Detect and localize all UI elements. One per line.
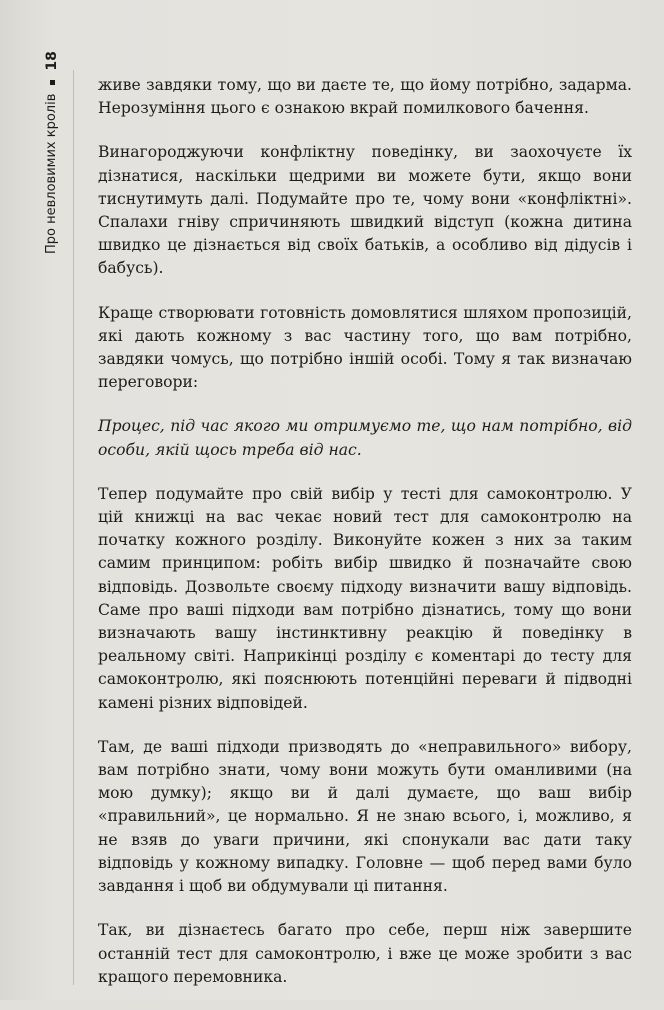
paragraph: Там, де ваші підходи призводять до «неправильного» вибору, вам потрібно знати, чому вони можуть бути оманливими (на мою думку); якщо ви й далі думаєте, що ваш вибір «правильний», це нормально. Я не знаю всього, і, можливо, я не взяв до уваги причини, які спонукали вас дати таку відповідь у кожному випадку. Головне — щоб перед вами було завдання і щоб ви обдумували ці питання. [98, 737, 632, 896]
separator-square-icon [50, 80, 55, 85]
running-head-title: Про невловимих кролів [44, 93, 59, 254]
paragraph: Тепер подумайте про свій вибір у тесті для самоконтролю. У цій книжці на вас чекає новий тест для самоконтролю на початку кожного розділу. Виконуйте кожен з них за таким самим принципом: робіть вибір швидко й позначайте свою відповідь. Дозвольте своєму підходу визначити вашу відповідь. Саме про ваші підходи вам потрібно дізнатись, тому що вони визначають вашу інстинктивну реакцію й поведінку в реальному світі. Наприкінці розділу є коментарі до тесту для самоконтролю, які пояснюють потенційні переваги й підводні камені різних відповідей. [98, 484, 632, 712]
definition-quote: Процес, під час якого ми отримуємо те, що нам потрібно, від особи, якій щось треба від нас. [98, 417, 632, 459]
paragraph: Винагороджуючи конфліктну поведінку, ви заохочуєте їх дізнатися, наскільки щедрими ви можете бути, якщо вони тиснутимуть далі. Подумайте про те, чому вони «конфліктні». Спалахи гніву спричиняють швидкий відступ (кожна дитина швидко це дізнається від своїх батьків, а особливо від дідусів і бабусь). [98, 143, 632, 278]
body-text [98, 74, 632, 1010]
paragraph: Так, ви дізнаєтесь багато про себе, перш ніж завершите останній тест для самоконтролю, і вже це може зробити з вас кращого перемовника. [98, 921, 632, 986]
running-head [41, 44, 63, 254]
paragraph: Краще створювати готовність домовлятися шляхом пропозицій, які дають кожному з вас частину того, що вам потрібно, завдяки чомусь, що потрібно іншій особі. Тому я так визначаю переговори: [98, 303, 632, 392]
page-number: 18 [44, 51, 60, 71]
paragraph: живе завдяки тому, що ви даєте те, що йому потрібно, задарма. Нерозуміння цього є ознакою вкрай помилкового бачення. [98, 76, 632, 118]
margin-divider [73, 70, 74, 985]
